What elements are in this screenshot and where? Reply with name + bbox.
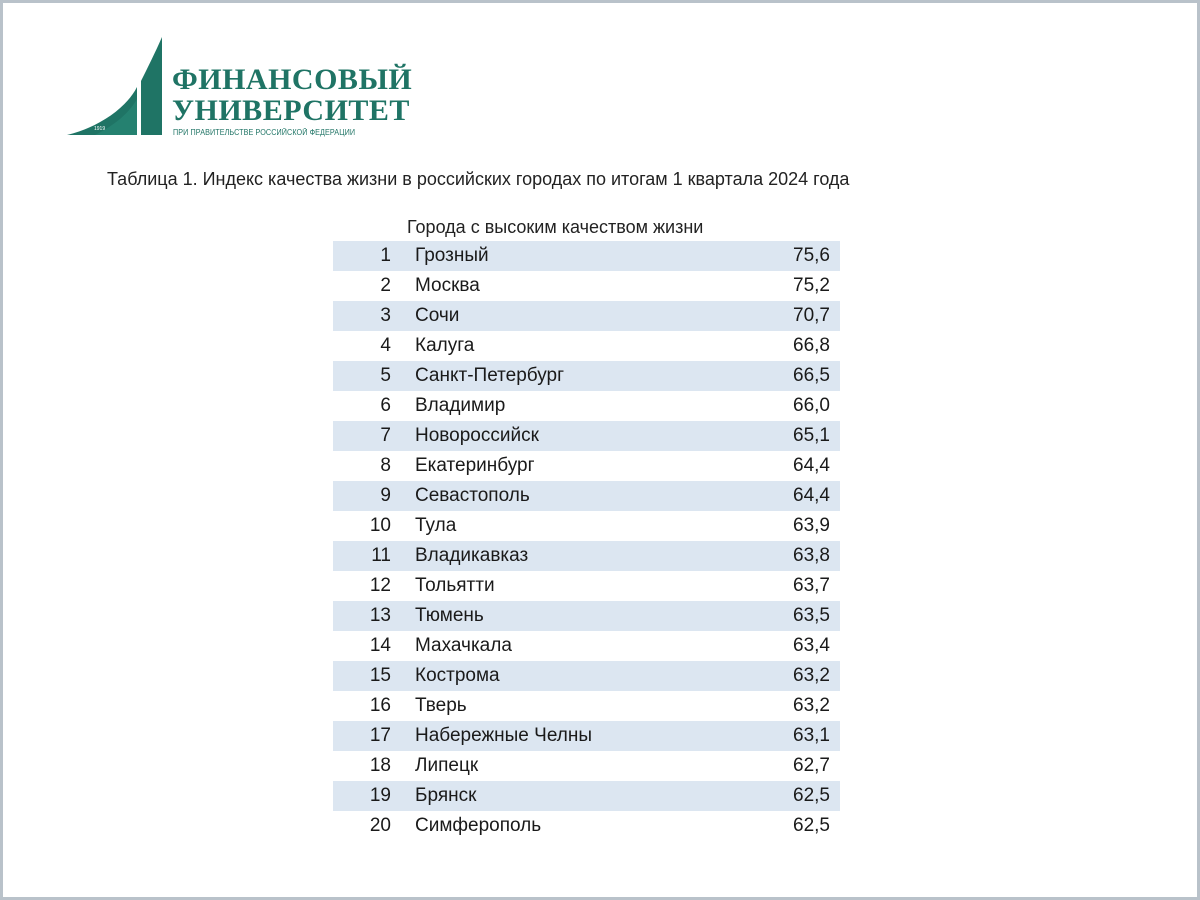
city-cell: Симферополь (415, 811, 730, 841)
score-cell: 64,4 (730, 451, 840, 481)
table-caption: Таблица 1. Индекс качества жизни в российских городах по итогам 1 квартала 2024 года (107, 169, 850, 189)
score-cell: 63,5 (730, 601, 840, 631)
table-row (333, 301, 840, 331)
ranking-table-block (333, 214, 840, 841)
city-cell: Тольятти (415, 571, 730, 601)
logo-name-line-1: ФИНАНСОВЫЙ (172, 63, 413, 96)
city-cell: Брянск (415, 781, 730, 811)
rank-cell: 15 (333, 661, 415, 691)
city-cell: Кострома (415, 661, 730, 691)
score-cell: 63,1 (730, 721, 840, 751)
rank-cell: 1 (333, 241, 415, 271)
city-cell: Грозный (415, 241, 730, 271)
table-row (333, 541, 840, 571)
city-cell: Липецк (415, 751, 730, 781)
table-row (333, 511, 840, 541)
table-row (333, 421, 840, 451)
city-cell: Владикавказ (415, 541, 730, 571)
logo-year: 1919 (94, 126, 106, 132)
rank-cell: 17 (333, 721, 415, 751)
table-row (333, 391, 840, 421)
rank-cell: 10 (333, 511, 415, 541)
score-cell: 63,8 (730, 541, 840, 571)
logo-sail-icon (65, 35, 165, 139)
table-row (333, 691, 840, 721)
score-cell: 66,0 (730, 391, 840, 421)
rank-cell: 2 (333, 271, 415, 301)
rank-cell: 16 (333, 691, 415, 721)
city-cell: Санкт-Петербург (415, 361, 730, 391)
table-heading: Города с высоким качеством жизни (407, 217, 704, 237)
table-row (333, 721, 840, 751)
score-cell: 70,7 (730, 301, 840, 331)
rank-cell: 9 (333, 481, 415, 511)
score-cell: 75,6 (730, 241, 840, 271)
city-cell: Москва (415, 271, 730, 301)
rank-cell: 3 (333, 301, 415, 331)
table-row (333, 661, 840, 691)
logo-name-line-2: УНИВЕРСИТЕТ (172, 94, 410, 127)
score-cell: 66,5 (730, 361, 840, 391)
score-cell: 62,5 (730, 811, 840, 841)
rank-cell: 12 (333, 571, 415, 601)
table-row (333, 601, 840, 631)
score-cell: 65,1 (730, 421, 840, 451)
score-cell: 63,7 (730, 571, 840, 601)
table-row (333, 271, 840, 301)
score-cell: 66,8 (730, 331, 840, 361)
city-cell: Тюмень (415, 601, 730, 631)
rank-cell: 13 (333, 601, 415, 631)
table-row (333, 361, 840, 391)
table-row (333, 571, 840, 601)
logo-tagline: ПРИ ПРАВИТЕЛЬСТВЕ РОССИЙСКОЙ ФЕДЕРАЦИИ (173, 128, 356, 137)
rank-cell: 8 (333, 451, 415, 481)
table-row (333, 481, 840, 511)
city-cell: Новороссийск (415, 421, 730, 451)
table-row (333, 751, 840, 781)
city-cell: Екатеринбург (415, 451, 730, 481)
ranking-table (333, 241, 840, 841)
table-row (333, 241, 840, 271)
city-cell: Тула (415, 511, 730, 541)
score-cell: 63,2 (730, 691, 840, 721)
city-cell: Сочи (415, 301, 730, 331)
score-cell: 62,5 (730, 781, 840, 811)
table-row (333, 781, 840, 811)
city-cell: Тверь (415, 691, 730, 721)
rank-cell: 4 (333, 331, 415, 361)
rank-cell: 6 (333, 391, 415, 421)
score-cell: 62,7 (730, 751, 840, 781)
city-cell: Калуга (415, 331, 730, 361)
score-cell: 64,4 (730, 481, 840, 511)
table-row (333, 451, 840, 481)
table-row (333, 811, 840, 841)
score-cell: 75,2 (730, 271, 840, 301)
score-cell: 63,9 (730, 511, 840, 541)
table-row (333, 331, 840, 361)
rank-cell: 14 (333, 631, 415, 661)
city-cell: Владимир (415, 391, 730, 421)
score-cell: 63,2 (730, 661, 840, 691)
city-cell: Махачкала (415, 631, 730, 661)
rank-cell: 18 (333, 751, 415, 781)
rank-cell: 19 (333, 781, 415, 811)
city-cell: Набережные Челны (415, 721, 730, 751)
university-logo (65, 35, 413, 139)
city-cell: Севастополь (415, 481, 730, 511)
table-row (333, 631, 840, 661)
score-cell: 63,4 (730, 631, 840, 661)
rank-cell: 7 (333, 421, 415, 451)
rank-cell: 5 (333, 361, 415, 391)
rank-cell: 20 (333, 811, 415, 841)
rank-cell: 11 (333, 541, 415, 571)
